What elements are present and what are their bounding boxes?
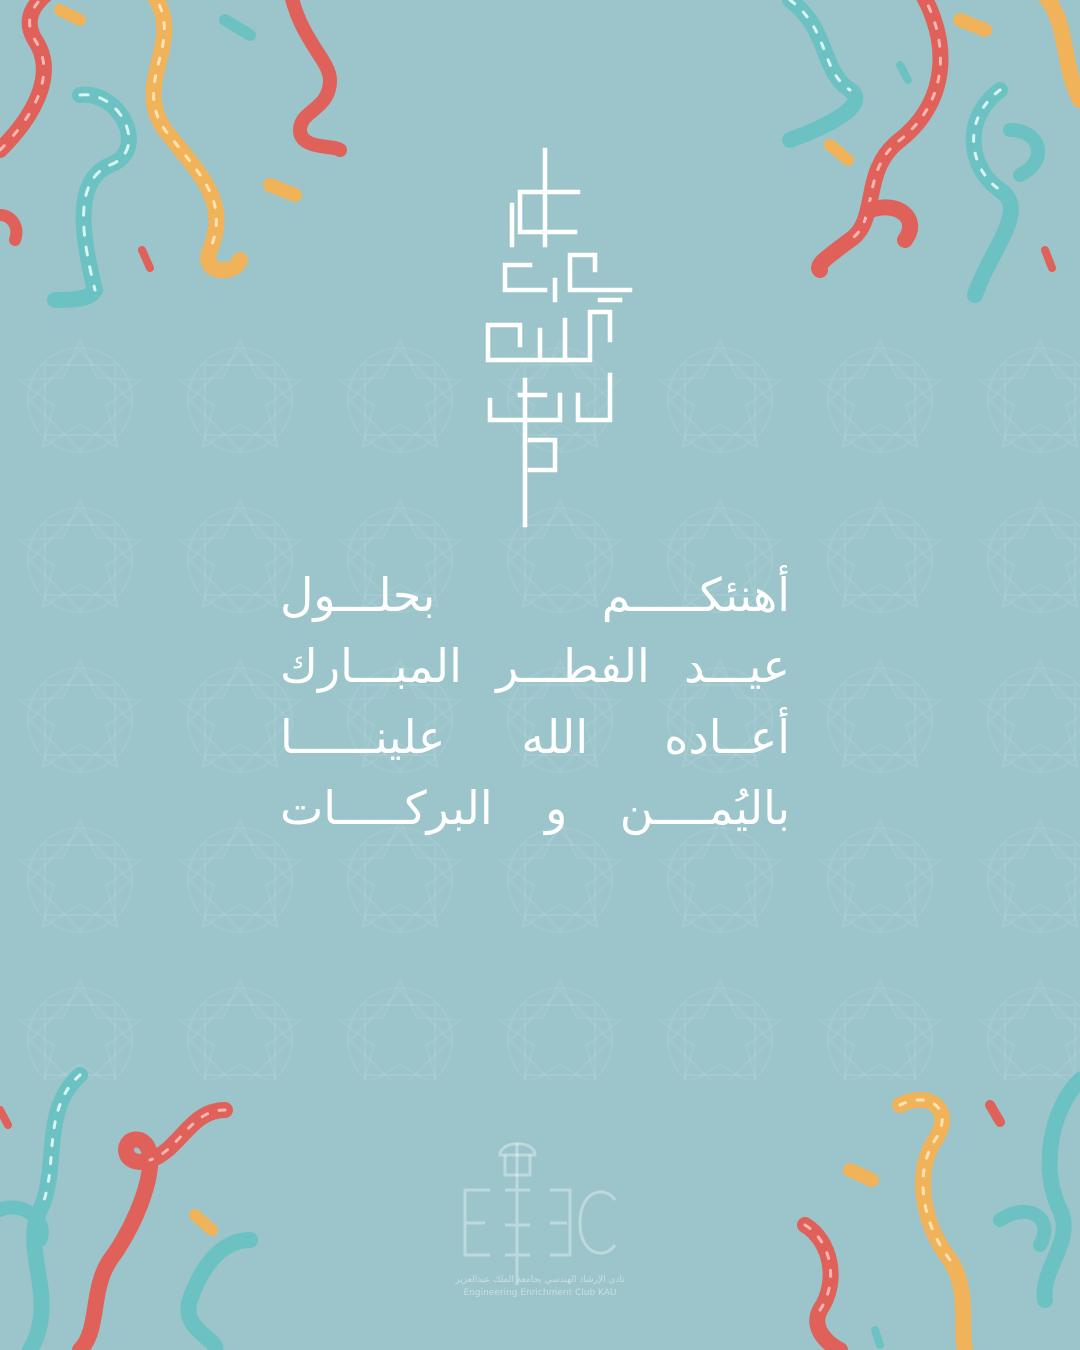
logo-subtitle-ar: نادي الإرشاد الهندسي بجامعة الملك عبدالعزيز <box>455 1275 625 1285</box>
greeting-line-3: أعــاده الله علينــــــا <box>280 710 790 764</box>
logo-subtitle-en: Engineering Enrichment Club KAU <box>463 1288 617 1298</box>
title-line-1: كل <box>544 220 546 221</box>
greeting-line-1: أهنئكـــــم بحلـــول <box>280 568 790 622</box>
greeting-line-2: عيـــد الفطـــر المبـــارك <box>280 639 790 693</box>
greeting-line-4: باليُمــــن و البركـــــات <box>280 781 790 835</box>
greeting-text <box>280 560 790 844</box>
